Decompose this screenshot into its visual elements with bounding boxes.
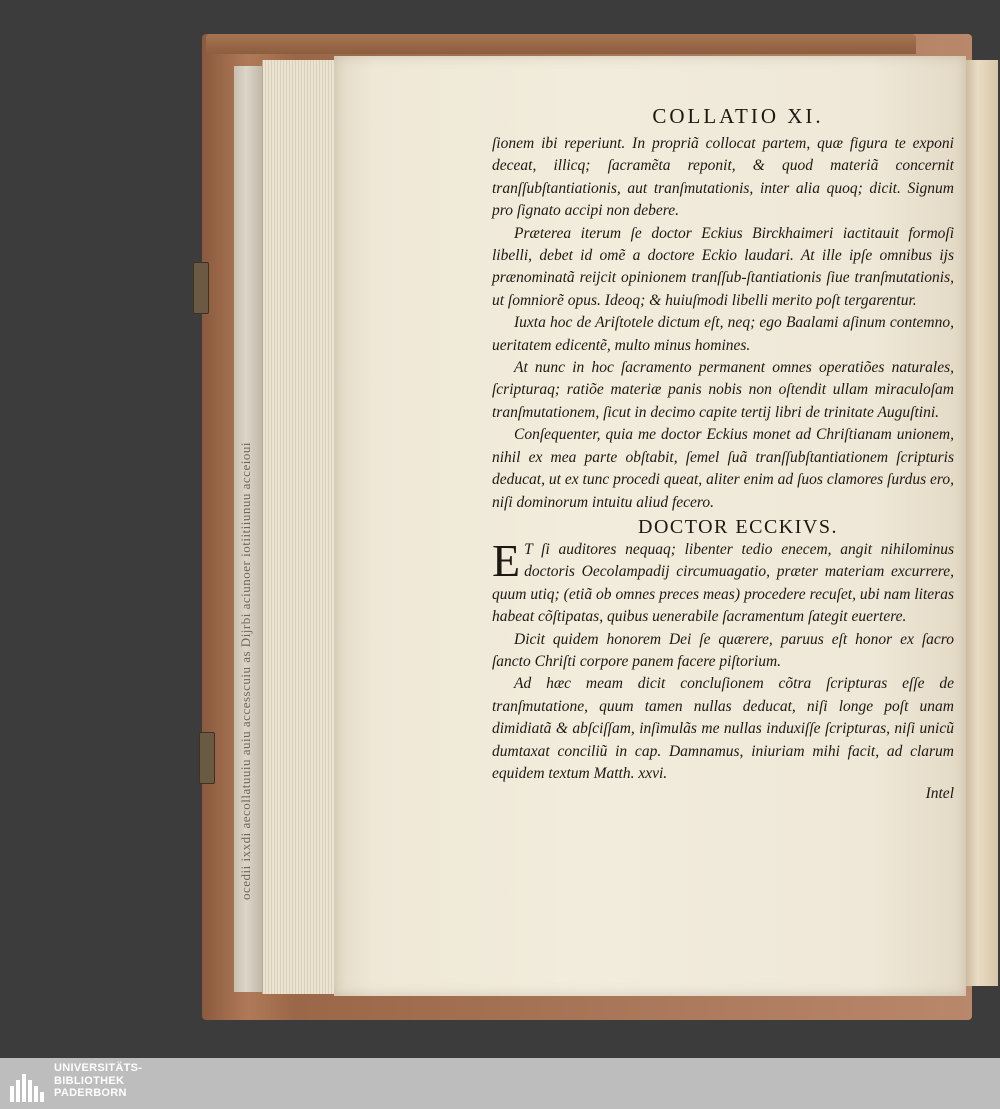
- logo-line: BIBLIOTHEK: [54, 1074, 125, 1087]
- library-logo-text: [54, 1062, 142, 1100]
- clasp-bottom: [199, 732, 215, 784]
- paragraph: At nunc in hoc ſacramento permanent omnes operatiões naturales, ſcripturaq; ratiõe materiæ panis nobis non oſtendit ullam miraculoſam tranſmutationem, ſicut in decimo capite tertij libri de trinitate Auguſtini.: [492, 359, 954, 421]
- footer-bar: [0, 1058, 1000, 1109]
- paragraph: Ad hæc meam dicit concluſionem cõtra ſcripturas eſſe de tranſmutatione, quum tamen nullas deducat, niſi longe poſt unam dimidiatã & abſciſſam, inſimulãs me nullas induxiſſe ſcripturas, niſi unicũ dumtaxat conciliũ in cap. Damnamus, iniuriam mihi facit, ad clarum equidem textum Matth. xxvi.: [492, 675, 954, 782]
- catchword: Intel: [925, 785, 954, 803]
- spine-label: ocedii ixxdi aecollatuuiu auiu accesscuiu as Dijrbi aciunoer iotiitiiunuu acceioui: [238, 442, 253, 900]
- cover-top-edge: [206, 34, 916, 54]
- section-heading: DOCTOR ECCKIVS.: [638, 515, 838, 538]
- library-logo-icon: [8, 1064, 46, 1104]
- clasp-top: [193, 262, 209, 314]
- text-block: [492, 104, 954, 803]
- page-edges: [262, 60, 339, 994]
- dropcap-paragraph: [492, 534, 954, 629]
- logo-line: PADERBORN: [54, 1087, 127, 1099]
- drop-cap: E: [492, 534, 521, 586]
- paragraph: Dicit quidem honorem Dei ſe quærere, paruus eſt honor ex ſacro ſancto Chriſti corpore panem facere piſtorium.: [492, 630, 954, 670]
- paragraph: Conſequenter, quia me doctor Eckius monet ad Chriſtianam unionem, nihil ex mea parte obſtabit, ſemel ſuã tranſſubſtantiationem ſcripturis deducat, ut ex tunc procedi queat, aliter enim ad ſuos clamores ſurdus ero, niſi dominorum intuitu aliud fecero.: [492, 426, 954, 511]
- dropcap-paragraph-text: T ſi auditores nequaq; libenter tedio enecem, angit nihilominus doctoris Oecolampadij circumuagatio, præter materiam excurrere, quum utiq; (etiã ob omnes preces meas) procedere recuſet, ubi nam literas habeat cõſtipatas, quibus uenerabile ſacramentum ſategit euertere.: [492, 540, 954, 626]
- paragraph: ſionem ibi reperiunt. In propriã collocat partem, quæ figura te exponi deceat, illicq; ſacramẽta reponit, & quod materiã concernit tranſſubſtantiationis, aut tranſmutationis, inter alia quoq; dicit. Signum pro ſignato accipi non debere.: [492, 135, 954, 220]
- logo-line: UNIVERSITÄTS-: [54, 1062, 143, 1074]
- paragraph: Iuxta hoc de Ariſtotele dictum eſt, neq; ego Baalami aſinum contemno, ueritatem edicentẽ, multo minus homines.: [492, 314, 954, 354]
- right-page-edge: [964, 60, 998, 986]
- running-head: COLLATIO XI.: [652, 104, 824, 128]
- paragraph: Præterea iterum ſe doctor Eckius Birckhaimeri iactitauit formoſi libelli, debet id omẽ a doctore Eckio laudari. At ille ipſe omnibus ijs prænominatã reijcit opinionem tranſſub-ſtantiationis ſiue tranſmutationis, ut ſomniorẽ opus. Ideoq; & huiuſmodi libelli merito poſt tergarentur.: [492, 224, 954, 309]
